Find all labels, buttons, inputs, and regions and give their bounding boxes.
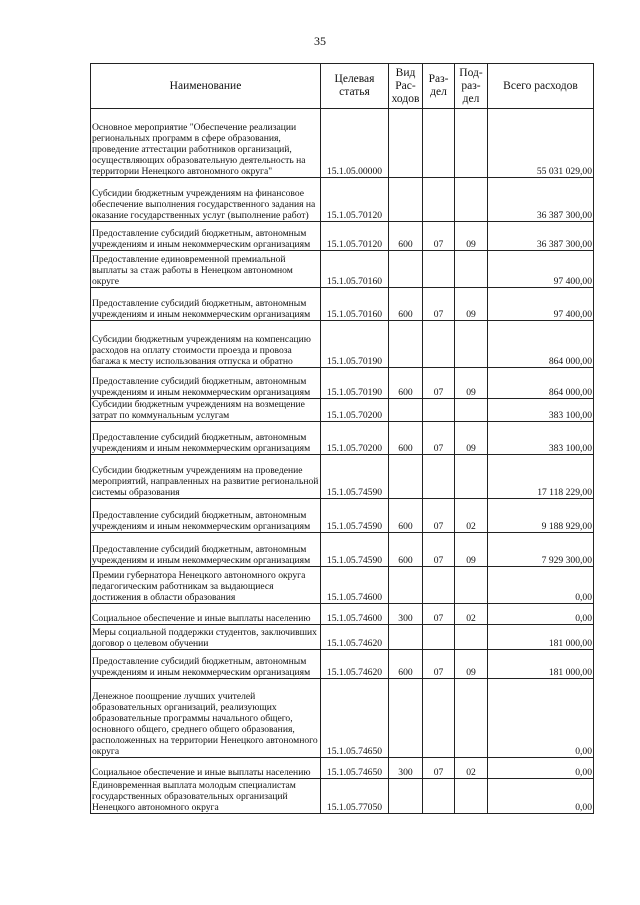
row-total: 0,00 xyxy=(488,567,594,604)
row-name: Предоставление субсидий бюджетным, автономным учреждениям и иным некоммерческим организациям xyxy=(91,533,321,567)
row-total: 181 000,00 xyxy=(488,650,594,679)
row-total: 0,00 xyxy=(488,779,594,814)
row-total: 0,00 xyxy=(488,758,594,779)
row-name: Основное мероприятие "Обеспечение реализации региональных программ в сфере образования, проведение аттестации работников организаций, осуществляющих образовательную деятельность на территории Ненецкого автономного округа" xyxy=(91,109,321,178)
row-total: 9 188 929,00 xyxy=(488,499,594,533)
row-section: 07 xyxy=(423,499,455,533)
table-row xyxy=(91,567,594,604)
header-name: Наименование xyxy=(91,64,321,109)
row-subsection xyxy=(455,109,488,178)
row-target-code: 15.1.05.74600 xyxy=(321,604,389,625)
row-name: Денежное поощрение лучших учителей образовательных организаций, реализующих образовательные программы начального общего, основного общего, среднего общего образования, расположенных на территории Ненецкого автономного округа xyxy=(91,679,321,758)
row-subsection: 09 xyxy=(455,368,488,399)
row-expense-kind xyxy=(389,178,423,222)
row-name: Предоставление субсидий бюджетным, автономным учреждениям и иным некоммерческим организациям xyxy=(91,368,321,399)
row-subsection xyxy=(455,679,488,758)
row-target-code: 15.1.05.77050 xyxy=(321,779,389,814)
row-expense-kind xyxy=(389,399,423,422)
row-total: 36 387 300,00 xyxy=(488,178,594,222)
table-row xyxy=(91,625,594,650)
table-row xyxy=(91,288,594,321)
row-name: Предоставление единовременной премиальной выплаты за стаж работы в Ненецком автономном округе xyxy=(91,251,321,288)
table-row xyxy=(91,779,594,814)
row-name: Предоставление субсидий бюджетным, автономным учреждениям и иным некоммерческим организациям xyxy=(91,222,321,251)
row-name: Предоставление субсидий бюджетным, автономным учреждениям и иным некоммерческим организациям xyxy=(91,650,321,679)
row-subsection: 09 xyxy=(455,222,488,251)
row-total: 181 000,00 xyxy=(488,625,594,650)
row-expense-kind: 600 xyxy=(389,222,423,251)
row-section: 07 xyxy=(423,533,455,567)
row-subsection: 09 xyxy=(455,422,488,455)
row-total: 97 400,00 xyxy=(488,288,594,321)
row-expense-kind xyxy=(389,251,423,288)
page-number: 35 xyxy=(314,34,326,48)
row-expense-kind xyxy=(389,567,423,604)
row-target-code: 15.1.05.70120 xyxy=(321,178,389,222)
row-section xyxy=(423,109,455,178)
row-total: 0,00 xyxy=(488,604,594,625)
row-total: 55 031 029,00 xyxy=(488,109,594,178)
row-section xyxy=(423,321,455,368)
row-subsection: 09 xyxy=(455,650,488,679)
table-row xyxy=(91,399,594,422)
row-total: 7 929 300,00 xyxy=(488,533,594,567)
table-row xyxy=(91,422,594,455)
table-row xyxy=(91,455,594,499)
row-subsection: 09 xyxy=(455,533,488,567)
row-expense-kind: 600 xyxy=(389,422,423,455)
row-section xyxy=(423,251,455,288)
row-target-code: 15.1.05.74620 xyxy=(321,625,389,650)
row-subsection xyxy=(455,567,488,604)
row-target-code: 15.1.05.00000 xyxy=(321,109,389,178)
row-subsection xyxy=(455,779,488,814)
row-name: Субсидии бюджетным учреждениям на компенсацию расходов на оплату стоимости проезда и провоза багажа к месту использования отпуска и обратно xyxy=(91,321,321,368)
row-total: 864 000,00 xyxy=(488,368,594,399)
row-subsection: 09 xyxy=(455,288,488,321)
row-subsection: 02 xyxy=(455,499,488,533)
table-row xyxy=(91,499,594,533)
row-subsection xyxy=(455,455,488,499)
table-row xyxy=(91,222,594,251)
row-name: Субсидии бюджетным учреждениям на возмещение затрат по коммунальным услугам xyxy=(91,399,321,422)
row-section xyxy=(423,399,455,422)
row-section: 07 xyxy=(423,650,455,679)
row-name: Меры социальной поддержки студентов, заключивших договор о целевом обучении xyxy=(91,625,321,650)
header-subsection: Под-раз-дел xyxy=(455,64,488,109)
table-header-row xyxy=(91,64,594,109)
row-expense-kind: 600 xyxy=(389,499,423,533)
row-expense-kind xyxy=(389,679,423,758)
row-expense-kind: 300 xyxy=(389,604,423,625)
row-section: 07 xyxy=(423,758,455,779)
row-total: 97 400,00 xyxy=(488,251,594,288)
table-row xyxy=(91,251,594,288)
row-section xyxy=(423,178,455,222)
table-row xyxy=(91,368,594,399)
row-section xyxy=(423,625,455,650)
row-section xyxy=(423,779,455,814)
row-section: 07 xyxy=(423,222,455,251)
row-expense-kind xyxy=(389,321,423,368)
table-row xyxy=(91,533,594,567)
row-expense-kind xyxy=(389,109,423,178)
row-subsection xyxy=(455,399,488,422)
table-row xyxy=(91,109,594,178)
table-row xyxy=(91,604,594,625)
row-section xyxy=(423,679,455,758)
row-name: Предоставление субсидий бюджетным, автономным учреждениям и иным некоммерческим организациям xyxy=(91,499,321,533)
row-section: 07 xyxy=(423,422,455,455)
row-total: 36 387 300,00 xyxy=(488,222,594,251)
row-subsection xyxy=(455,321,488,368)
row-name: Премии губернатора Ненецкого автономного округа педагогическим работникам за выдающиеся достижения в области образования xyxy=(91,567,321,604)
header-target: Целевая статья xyxy=(321,64,389,109)
header-kind: Вид Рас-ходов xyxy=(389,64,423,109)
row-name: Единовременная выплата молодым специалистам государственных образовательных организаций Ненецкого автономного округа xyxy=(91,779,321,814)
row-expense-kind: 600 xyxy=(389,650,423,679)
row-target-code: 15.1.05.70160 xyxy=(321,251,389,288)
row-subsection: 02 xyxy=(455,604,488,625)
row-target-code: 15.1.05.74600 xyxy=(321,567,389,604)
row-section xyxy=(423,567,455,604)
row-section: 07 xyxy=(423,604,455,625)
row-subsection xyxy=(455,251,488,288)
table-row xyxy=(91,650,594,679)
row-name: Социальное обеспечение и иные выплаты населению xyxy=(91,758,321,779)
row-name: Социальное обеспечение и иные выплаты населению xyxy=(91,604,321,625)
row-total: 17 118 229,00 xyxy=(488,455,594,499)
row-target-code: 15.1.05.70160 xyxy=(321,288,389,321)
row-target-code: 15.1.05.70200 xyxy=(321,399,389,422)
row-target-code: 15.1.05.70200 xyxy=(321,422,389,455)
row-expense-kind: 300 xyxy=(389,758,423,779)
row-total: 383 100,00 xyxy=(488,399,594,422)
row-total: 864 000,00 xyxy=(488,321,594,368)
row-target-code: 15.1.05.74650 xyxy=(321,679,389,758)
row-target-code: 15.1.05.70120 xyxy=(321,222,389,251)
row-target-code: 15.1.05.70190 xyxy=(321,321,389,368)
table-row xyxy=(91,679,594,758)
row-subsection: 02 xyxy=(455,758,488,779)
row-section xyxy=(423,455,455,499)
row-target-code: 15.1.05.70190 xyxy=(321,368,389,399)
row-target-code: 15.1.05.74590 xyxy=(321,499,389,533)
row-total: 383 100,00 xyxy=(488,422,594,455)
row-subsection xyxy=(455,178,488,222)
table-row xyxy=(91,178,594,222)
budget-table xyxy=(90,63,594,814)
row-expense-kind xyxy=(389,625,423,650)
row-subsection xyxy=(455,625,488,650)
row-name: Субсидии бюджетным учреждениям на финансовое обеспечение выполнения государственного задания на оказание государственных услуг (выполнение работ) xyxy=(91,178,321,222)
row-expense-kind: 600 xyxy=(389,288,423,321)
row-target-code: 15.1.05.74590 xyxy=(321,455,389,499)
row-section: 07 xyxy=(423,288,455,321)
header-total: Всего расходов xyxy=(488,64,594,109)
row-name: Предоставление субсидий бюджетным, автономным учреждениям и иным некоммерческим организациям xyxy=(91,422,321,455)
table-row xyxy=(91,758,594,779)
table-row xyxy=(91,321,594,368)
header-section: Раз-дел xyxy=(423,64,455,109)
row-expense-kind: 600 xyxy=(389,368,423,399)
row-name: Субсидии бюджетным учреждениям на проведение мероприятий, направленных на развитие региональной системы образования xyxy=(91,455,321,499)
row-target-code: 15.1.05.74620 xyxy=(321,650,389,679)
row-section: 07 xyxy=(423,368,455,399)
row-total: 0,00 xyxy=(488,679,594,758)
row-name: Предоставление субсидий бюджетным, автономным учреждениям и иным некоммерческим организациям xyxy=(91,288,321,321)
row-expense-kind xyxy=(389,779,423,814)
row-target-code: 15.1.05.74590 xyxy=(321,533,389,567)
row-expense-kind: 600 xyxy=(389,533,423,567)
row-target-code: 15.1.05.74650 xyxy=(321,758,389,779)
row-expense-kind xyxy=(389,455,423,499)
